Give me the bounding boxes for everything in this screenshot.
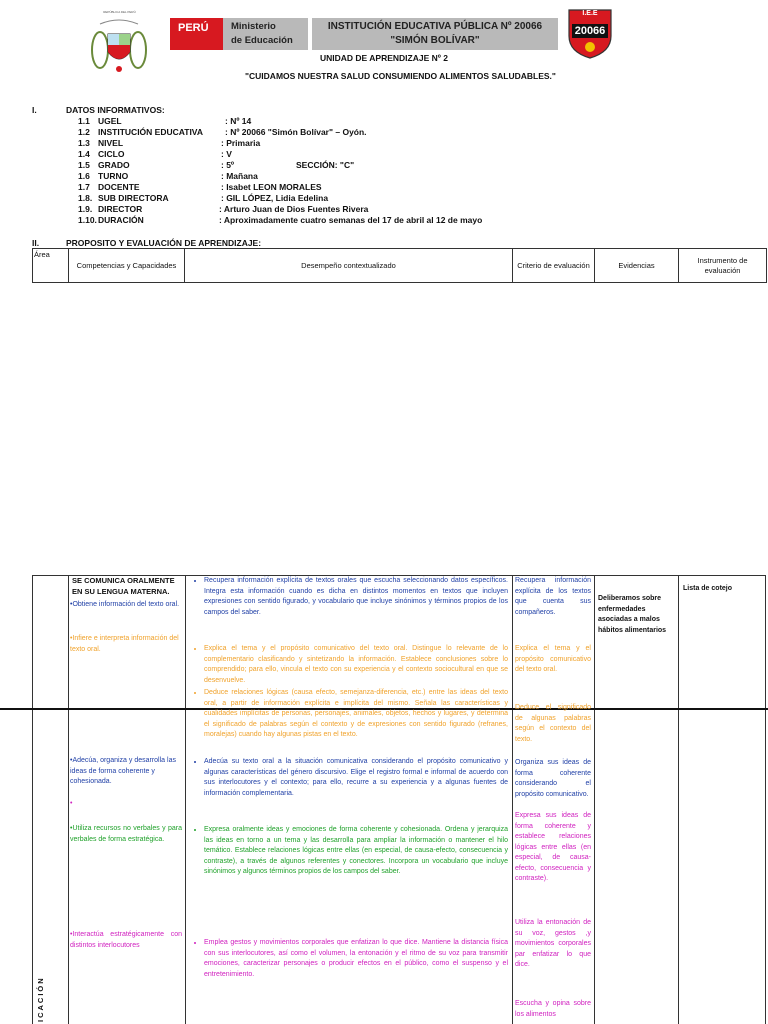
item-value: : Primaria xyxy=(221,138,261,148)
col-divider xyxy=(68,575,69,1024)
col-divider xyxy=(678,575,679,1024)
header-desempeno: Desempeño contextualizado xyxy=(185,249,513,283)
item-num: 1.4 xyxy=(78,149,90,159)
section2-num: II. xyxy=(32,238,40,248)
header-instrumento: Instrumento de evaluación xyxy=(679,249,767,283)
item-value: : Isabet LEON MORALES xyxy=(221,182,322,192)
desempeno-6 xyxy=(190,938,508,980)
desempeno-2 xyxy=(190,644,508,686)
criterio-7: Escucha y opina sobre los alimentos xyxy=(515,1000,591,1018)
item-label: INSTITUCIÓN EDUCATIVA xyxy=(98,127,203,137)
desempeno-3-text: • Deduce relaciones lógicas (causa efecto, semejanza-diferencia, etc.) entre las ideas del texto oral, a partir de información explícita e implícita del mismo. Señala las características y cualidades implícitas de personas, personajes, animales, objetos, hechos y lugares, y determina el significado de palabras según el contexto y de expresiones con sentido figurado (refranes, moralejas) cuando hay algunas pistas en el texto. xyxy=(204,688,508,741)
item-num: 1.8. xyxy=(78,193,93,203)
capacidad-2 xyxy=(70,634,182,655)
item-num: 1.7 xyxy=(78,182,90,192)
area-vertical-label: ICACIÓN xyxy=(36,976,45,1022)
ministerio-label xyxy=(223,18,308,50)
desempeno-1-text: • Recupera información explícita de textos orales que escucha seleccionando datos específicos. Integra esta información cuando es dicha en distintos momentos en textos que incluyen expresiones con sentido figurado, y vocabulario que incluye sinónimos y términos propios de los campos del saber. xyxy=(204,576,508,618)
item-value: : Mañana xyxy=(221,171,258,181)
item-value: : 5º xyxy=(221,160,235,170)
institution-line2: "SIMÓN BOLÍVAR" xyxy=(390,35,480,46)
capacidad-4-text: Utiliza recursos no verbales y para verbales de forma estratégica. xyxy=(70,825,182,843)
criterio-4: Organiza sus ideas de forma coherente considerando el propósito comunicativo. xyxy=(515,759,591,798)
institution-line1: INSTITUCIÓN EDUCATIVA PÚBLICA Nº 20066 xyxy=(327,21,543,32)
item-value: : GIL LÓPEZ, Lidia Edelina xyxy=(221,193,329,203)
item-label: UGEL xyxy=(98,116,122,126)
item-num: 1.2 xyxy=(78,127,90,137)
desempeno-6-text: • Emplea gestos y movimientos corporales que enfatizan lo que dice. Mantiene la distancia física con sus interlocutores, así como el volumen, la entonación y el ritmo de su voz para transmitir emociones, caracterizar personajes o producir efectos en el público, como el suspenso y el entretenimiento. xyxy=(204,938,508,980)
item-label: SUB DIRECTORA xyxy=(98,193,169,203)
desempeno-3 xyxy=(190,688,508,741)
competencia-title: SE COMUNICA ORALMENTE EN SU LENGUA MATERNA. xyxy=(72,576,175,596)
section2-title: PROPOSITO Y EVALUACIÓN DE APRENDIZAJE: xyxy=(66,238,262,248)
item-value: : Aproximadamente cuatro semanas del 17 de abril al 12 de mayo xyxy=(219,215,483,225)
capacidad-3-text: Adecúa, organiza y desarrolla las ideas de forma coherente y cohesionada. xyxy=(70,757,176,785)
item-label: DOCENTE xyxy=(98,182,140,192)
empty-bullet: • xyxy=(70,800,73,807)
bullet-icon: • xyxy=(70,635,73,642)
item-num: 1.10. xyxy=(78,215,97,225)
capacidad-1 xyxy=(70,600,182,611)
item-value: : Nº 20066 "Simón Bolívar" – Oyón. xyxy=(225,127,367,137)
col-divider xyxy=(185,575,186,1024)
item-num: 1.6 xyxy=(78,171,90,181)
desempeno-2-text: • Explica el tema y el propósito comunicativo del texto oral. Distingue lo relevante de lo complementario clasificando y sintetizando la información. Establece conclusiones sobre lo comprendido; para ello, vincula el texto con su experiencia y el contexto sociocultural en que se desenvuelve. xyxy=(204,644,508,686)
criterio-2: Explica el tema y el propósito comunicativo del texto oral. xyxy=(515,645,591,673)
item-label: GRADO xyxy=(98,160,130,170)
capacidad-1-text: Obtiene información del texto oral. xyxy=(72,601,180,608)
bullet-icon: • xyxy=(70,825,73,832)
desempeno-5-text: • Expresa oralmente ideas y emociones de forma coherente y cohesionada. Ordena y jerarquiza las ideas en torno a un tema y las desarrolla para ampliar la información o mantener el hilo temático. Establece relaciones lógicas entre ellas (en especial, de causa-efecto, consecuencia y contraste), a través de algunos referentes y conectores. Incorpora un vocabulario que incluye sinónimos y algunos términos propios de los campos del saber. xyxy=(204,825,508,878)
col-divider xyxy=(594,575,595,1024)
bullet-icon: • xyxy=(70,601,73,608)
shield-caption: REPÚBLICA DEL PERÚ xyxy=(103,10,136,14)
capacidad-5 xyxy=(70,930,182,951)
criterio-5: Expresa sus ideas de forma coherente y establece relaciones lógicas entre ellas (en especial, de causa-efecto, consecuencia y contraste). xyxy=(515,812,591,882)
header-area: Área xyxy=(33,249,69,283)
header-competencias: Competencias y Capacidades xyxy=(69,249,185,283)
capacidad-5-text: Interactúa estratégicamente con distintos interlocutores xyxy=(70,931,182,949)
datos-list xyxy=(0,116,768,226)
header-evidencias: Evidencias xyxy=(595,249,679,283)
item-label: DIRECTOR xyxy=(98,204,143,214)
col-divider xyxy=(512,575,513,1024)
desempeno-1 xyxy=(190,576,508,618)
peru-coat-of-arms-icon xyxy=(88,16,150,74)
item-value: : V xyxy=(221,149,232,159)
peru-label: PERÚ xyxy=(170,18,223,50)
criterio-1: Recupera información explícita de los textos que cuenta sus compañeros. xyxy=(515,577,591,616)
desempeno-4 xyxy=(190,757,508,799)
criterio-3: Deduce el significado de algunas palabras según el contexto del texto. xyxy=(515,704,591,743)
item-num: 1.5 xyxy=(78,160,90,170)
unit-title: UNIDAD DE APRENDIZAJE Nº 2 xyxy=(320,53,448,63)
item-value: : Arturo Juan de Dios Fuentes Rivera xyxy=(219,204,369,214)
item-label: TURNO xyxy=(98,171,129,181)
desempeno-4-text: • Adecúa su texto oral a la situación comunicativa considerando el propósito comunicativo y algunas características del género discursivo. Elige el registro formal e informal de acuerdo con sus interlocutores y el contexto; para ello, recurre a su experiencia y a algunas fuentes de información complementaria. xyxy=(204,757,508,799)
table-left-border xyxy=(32,575,33,1024)
table-right-border xyxy=(765,575,766,1024)
bullet-icon: • xyxy=(70,931,73,938)
header-criterio: Criterio de evaluación xyxy=(513,249,595,283)
instrumento-text: Lista de cotejo xyxy=(683,585,733,592)
item-label: DURACIÓN xyxy=(98,215,144,225)
section1-title: DATOS INFORMATIVOS: xyxy=(66,105,165,115)
item-label: CICLO xyxy=(98,149,125,159)
ministerio-line1: Ministerio xyxy=(231,21,276,32)
evaluation-table-header xyxy=(32,248,767,283)
unit-subtitle: "CUIDAMOS NUESTRA SALUD CONSUMIENDO ALIMENTOS SALUDABLES." xyxy=(245,71,556,81)
crest-number: 20066 xyxy=(574,25,606,37)
item-num: 1.3 xyxy=(78,138,90,148)
capacidad-4 xyxy=(70,824,182,845)
institution-banner xyxy=(312,18,558,50)
item-num: 1.1 xyxy=(78,116,90,126)
bullet-icon: • xyxy=(70,757,73,764)
capacidad-3 xyxy=(70,756,182,788)
capacidad-2-text: Infiere e interpreta información del texto oral. xyxy=(70,635,179,653)
criterio-6: Utiliza la entonación de su voz, gestos ,y movimientos corporales par enfatizar lo que dice. xyxy=(515,919,591,968)
item-label: NIVEL xyxy=(98,138,124,148)
evidencias-text: Deliberamos sobre enfermedades asociadas a malos hábitos alimentarios xyxy=(598,595,667,634)
desempeno-5 xyxy=(190,825,508,878)
ministerio-line2: de Educación xyxy=(231,35,293,46)
seccion-label: SECCIÓN: "C" xyxy=(296,160,355,170)
item-value: : Nº 14 xyxy=(225,116,252,126)
section1-num: I. xyxy=(32,105,37,115)
crest-text-top: I.E.E xyxy=(582,10,598,17)
item-num: 1.9. xyxy=(78,204,93,214)
